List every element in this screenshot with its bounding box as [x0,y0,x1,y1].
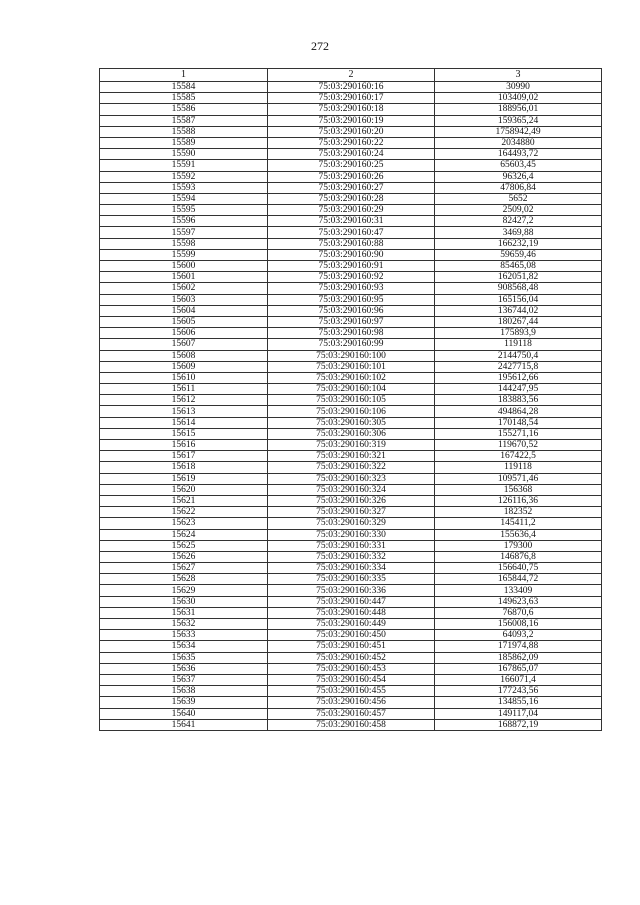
table-row [100,93,602,104]
cadastral-number-cell: 75:03:290160:335 [268,574,435,585]
value-cell: 165156,04 [435,294,602,305]
table-row [100,395,602,406]
table-row [100,171,602,182]
value-cell: 155636,4 [435,529,602,540]
cadastral-number-cell: 75:03:290160:98 [268,328,435,339]
table-row [100,596,602,607]
row-number-cell: 15615 [100,428,268,439]
value-cell: 171974,88 [435,641,602,652]
value-cell: 156368 [435,484,602,495]
row-number-cell: 15639 [100,697,268,708]
table-row [100,149,602,160]
table-row [100,249,602,260]
table-row [100,227,602,238]
cadastral-number-cell: 75:03:290160:332 [268,551,435,562]
table-row [100,406,602,417]
cadastral-number-cell: 75:03:290160:24 [268,149,435,160]
row-number-cell: 15633 [100,630,268,641]
cadastral-number-cell: 75:03:290160:305 [268,417,435,428]
cadastral-number-cell: 75:03:290160:102 [268,372,435,383]
cadastral-number-cell: 75:03:290160:47 [268,227,435,238]
cadastral-number-cell: 75:03:290160:93 [268,283,435,294]
row-number-cell: 15618 [100,462,268,473]
table-row [100,451,602,462]
cadastral-number-cell: 75:03:290160:29 [268,205,435,216]
row-number-cell: 15631 [100,607,268,618]
table-row [100,574,602,585]
table-row [100,697,602,708]
data-table [99,68,602,731]
cadastral-number-cell: 75:03:290160:88 [268,238,435,249]
cadastral-number-cell: 75:03:290160:458 [268,719,435,730]
value-cell: 136744,02 [435,305,602,316]
value-cell: 188956,01 [435,104,602,115]
value-cell: 168872,19 [435,719,602,730]
table-row [100,507,602,518]
cadastral-number-cell: 75:03:290160:92 [268,272,435,283]
row-number-cell: 15601 [100,272,268,283]
table-row [100,551,602,562]
cadastral-number-cell: 75:03:290160:451 [268,641,435,652]
table-row [100,339,602,350]
value-cell: 195612,66 [435,372,602,383]
column-header: 1 [100,69,268,82]
row-number-cell: 15641 [100,719,268,730]
value-cell: 175893,9 [435,328,602,339]
value-cell: 103409,02 [435,93,602,104]
cadastral-number-cell: 75:03:290160:99 [268,339,435,350]
row-number-cell: 15624 [100,529,268,540]
cadastral-number-cell: 75:03:290160:449 [268,619,435,630]
row-number-cell: 15591 [100,160,268,171]
cadastral-number-cell: 75:03:290160:18 [268,104,435,115]
row-number-cell: 15592 [100,171,268,182]
table-row [100,484,602,495]
value-cell: 65603,45 [435,160,602,171]
cadastral-number-cell: 75:03:290160:457 [268,708,435,719]
row-number-cell: 15634 [100,641,268,652]
row-number-cell: 15635 [100,652,268,663]
value-cell: 30990 [435,82,602,93]
cadastral-number-cell: 75:03:290160:453 [268,663,435,674]
value-cell: 119118 [435,462,602,473]
row-number-cell: 15637 [100,674,268,685]
value-cell: 2144750,4 [435,350,602,361]
cadastral-number-cell: 75:03:290160:25 [268,160,435,171]
row-number-cell: 15623 [100,518,268,529]
row-number-cell: 15617 [100,451,268,462]
table-row [100,495,602,506]
value-cell: 182352 [435,507,602,518]
cadastral-number-cell: 75:03:290160:105 [268,395,435,406]
cadastral-number-cell: 75:03:290160:97 [268,316,435,327]
table-row [100,585,602,596]
table-row [100,462,602,473]
row-number-cell: 15616 [100,440,268,451]
table-row [100,686,602,697]
cadastral-number-cell: 75:03:290160:452 [268,652,435,663]
value-cell: 3469,88 [435,227,602,238]
value-cell: 119670,52 [435,440,602,451]
value-cell: 166071,4 [435,674,602,685]
value-cell: 133409 [435,585,602,596]
table-row [100,529,602,540]
table-row [100,350,602,361]
row-number-cell: 15611 [100,384,268,395]
value-cell: 162051,82 [435,272,602,283]
value-cell: 149117,04 [435,708,602,719]
table-row [100,619,602,630]
value-cell: 155271,16 [435,428,602,439]
value-cell: 85465,08 [435,261,602,272]
cadastral-number-cell: 75:03:290160:450 [268,630,435,641]
value-cell: 156008,16 [435,619,602,630]
cadastral-number-cell: 75:03:290160:324 [268,484,435,495]
value-cell: 166232,19 [435,238,602,249]
value-cell: 2509,02 [435,205,602,216]
value-cell: 167422,5 [435,451,602,462]
row-number-cell: 15636 [100,663,268,674]
table-row [100,115,602,126]
row-number-cell: 15596 [100,216,268,227]
cadastral-number-cell: 75:03:290160:447 [268,596,435,607]
value-cell: 126116,36 [435,495,602,506]
row-number-cell: 15593 [100,182,268,193]
row-number-cell: 15638 [100,686,268,697]
row-number-cell: 15607 [100,339,268,350]
table-row [100,82,602,93]
value-cell: 180267,44 [435,316,602,327]
cadastral-number-cell: 75:03:290160:20 [268,126,435,137]
row-number-cell: 15627 [100,563,268,574]
cadastral-number-cell: 75:03:290160:321 [268,451,435,462]
cadastral-number-cell: 75:03:290160:331 [268,540,435,551]
table-row [100,137,602,148]
table-row [100,261,602,272]
table-row [100,126,602,137]
row-number-cell: 15612 [100,395,268,406]
cadastral-number-cell: 75:03:290160:306 [268,428,435,439]
row-number-cell: 15604 [100,305,268,316]
table-row [100,216,602,227]
value-cell: 165844,72 [435,574,602,585]
cadastral-number-cell: 75:03:290160:323 [268,473,435,484]
value-cell: 908568,48 [435,283,602,294]
row-number-cell: 15625 [100,540,268,551]
column-header: 2 [268,69,435,82]
row-number-cell: 15622 [100,507,268,518]
row-number-cell: 15640 [100,708,268,719]
table-row [100,384,602,395]
cadastral-number-cell: 75:03:290160:330 [268,529,435,540]
table-row [100,428,602,439]
value-cell: 1758942,49 [435,126,602,137]
value-cell: 144247,95 [435,384,602,395]
value-cell: 134855,16 [435,697,602,708]
row-number-cell: 15589 [100,137,268,148]
row-number-cell: 15629 [100,585,268,596]
cadastral-number-cell: 75:03:290160:319 [268,440,435,451]
table-row [100,328,602,339]
row-number-cell: 15630 [100,596,268,607]
value-cell: 119118 [435,339,602,350]
row-number-cell: 15599 [100,249,268,260]
page-number: 272 [311,39,329,53]
row-number-cell: 15610 [100,372,268,383]
row-number-cell: 15632 [100,619,268,630]
table-row [100,305,602,316]
cadastral-number-cell: 75:03:290160:16 [268,82,435,93]
table-row [100,563,602,574]
cadastral-number-cell: 75:03:290160:326 [268,495,435,506]
row-number-cell: 15603 [100,294,268,305]
cadastral-number-cell: 75:03:290160:96 [268,305,435,316]
table-row [100,641,602,652]
cadastral-number-cell: 75:03:290160:455 [268,686,435,697]
cadastral-number-cell: 75:03:290160:22 [268,137,435,148]
cadastral-number-cell: 75:03:290160:454 [268,674,435,685]
table-row [100,518,602,529]
value-cell: 82427,2 [435,216,602,227]
value-cell: 183883,56 [435,395,602,406]
table-row [100,205,602,216]
value-cell: 167865,07 [435,663,602,674]
table-row [100,182,602,193]
cadastral-number-cell: 75:03:290160:27 [268,182,435,193]
cadastral-number-cell: 75:03:290160:31 [268,216,435,227]
row-number-cell: 15608 [100,350,268,361]
table-row [100,193,602,204]
cadastral-number-cell: 75:03:290160:336 [268,585,435,596]
row-number-cell: 15602 [100,283,268,294]
value-cell: 109571,46 [435,473,602,484]
row-number-cell: 15614 [100,417,268,428]
row-number-cell: 15585 [100,93,268,104]
cadastral-number-cell: 75:03:290160:26 [268,171,435,182]
table-row [100,540,602,551]
value-cell: 159365,24 [435,115,602,126]
row-number-cell: 15605 [100,316,268,327]
table-header [100,69,602,82]
cadastral-number-cell: 75:03:290160:322 [268,462,435,473]
cadastral-number-cell: 75:03:290160:448 [268,607,435,618]
table-row [100,316,602,327]
cadastral-number-cell: 75:03:290160:334 [268,563,435,574]
cadastral-number-cell: 75:03:290160:28 [268,193,435,204]
cadastral-number-cell: 75:03:290160:106 [268,406,435,417]
row-number-cell: 15587 [100,115,268,126]
cadastral-number-cell: 75:03:290160:100 [268,350,435,361]
cadastral-number-cell: 75:03:290160:101 [268,361,435,372]
table-row [100,652,602,663]
value-cell: 5652 [435,193,602,204]
value-cell: 177243,56 [435,686,602,697]
value-cell: 494864,28 [435,406,602,417]
row-number-cell: 15600 [100,261,268,272]
table-row [100,708,602,719]
value-cell: 2427715,8 [435,361,602,372]
value-cell: 185862,09 [435,652,602,663]
row-number-cell: 15586 [100,104,268,115]
row-number-cell: 15597 [100,227,268,238]
row-number-cell: 15595 [100,205,268,216]
table-row [100,417,602,428]
cadastral-number-cell: 75:03:290160:17 [268,93,435,104]
cadastral-number-cell: 75:03:290160:329 [268,518,435,529]
row-number-cell: 15606 [100,328,268,339]
table-row [100,440,602,451]
value-cell: 64093,2 [435,630,602,641]
table-body [100,82,602,731]
row-number-cell: 15584 [100,82,268,93]
header-row [100,69,602,82]
value-cell: 156640,75 [435,563,602,574]
table-row [100,294,602,305]
value-cell: 59659,46 [435,249,602,260]
cadastral-number-cell: 75:03:290160:91 [268,261,435,272]
table-row [100,719,602,730]
cadastral-number-cell: 75:03:290160:19 [268,115,435,126]
row-number-cell: 15620 [100,484,268,495]
table-row [100,663,602,674]
row-number-cell: 15598 [100,238,268,249]
cadastral-number-cell: 75:03:290160:327 [268,507,435,518]
value-cell: 164493,72 [435,149,602,160]
table-row [100,607,602,618]
table-row [100,361,602,372]
cadastral-number-cell: 75:03:290160:90 [268,249,435,260]
value-cell: 76870,6 [435,607,602,618]
row-number-cell: 15609 [100,361,268,372]
column-header: 3 [435,69,602,82]
table-row [100,160,602,171]
row-number-cell: 15626 [100,551,268,562]
value-cell: 2034880 [435,137,602,148]
table-row [100,674,602,685]
row-number-cell: 15590 [100,149,268,160]
value-cell: 96326,4 [435,171,602,182]
table-row [100,104,602,115]
table-row [100,630,602,641]
value-cell: 145411,2 [435,518,602,529]
table-row [100,283,602,294]
cadastral-number-cell: 75:03:290160:95 [268,294,435,305]
row-number-cell: 15628 [100,574,268,585]
row-number-cell: 15613 [100,406,268,417]
table-row [100,372,602,383]
cadastral-number-cell: 75:03:290160:104 [268,384,435,395]
value-cell: 146876,8 [435,551,602,562]
row-number-cell: 15621 [100,495,268,506]
cadastral-number-cell: 75:03:290160:456 [268,697,435,708]
row-number-cell: 15594 [100,193,268,204]
table-row [100,473,602,484]
row-number-cell: 15619 [100,473,268,484]
table-row [100,238,602,249]
value-cell: 170148,54 [435,417,602,428]
table-row [100,272,602,283]
value-cell: 179300 [435,540,602,551]
value-cell: 47806,84 [435,182,602,193]
row-number-cell: 15588 [100,126,268,137]
value-cell: 149623,63 [435,596,602,607]
